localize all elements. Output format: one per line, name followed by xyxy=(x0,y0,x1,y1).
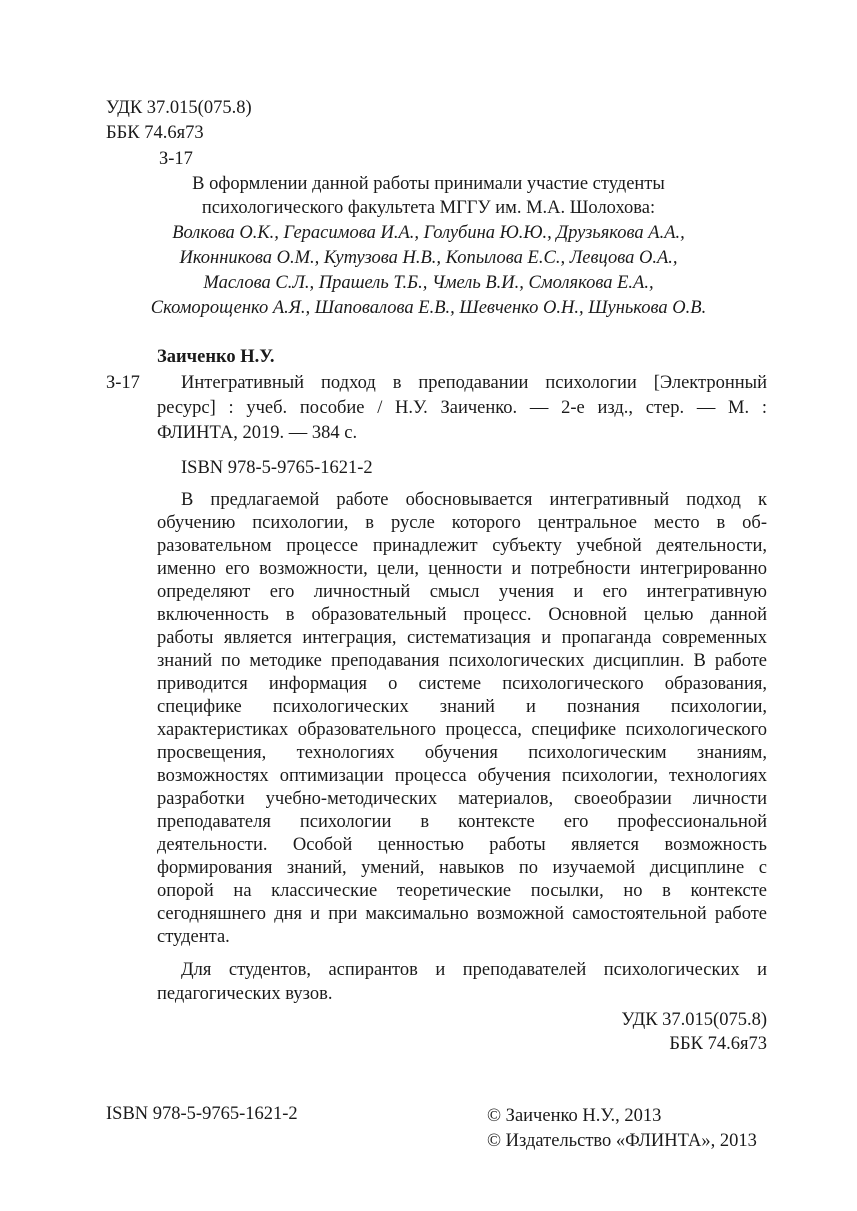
abstract-line: работы является интеграция, систематизация и пропаганда современных xyxy=(157,628,767,648)
udk-code-right: УДК 37.015(075.8) xyxy=(621,1010,767,1030)
copyright-line: © Издательство «ФЛИНТА», 2013 xyxy=(487,1131,757,1151)
isbn-citation: ISBN 978-5-9765-1621-2 xyxy=(181,458,373,478)
abstract-line: именно его возможности, цели, ценности и потребности интегрированно xyxy=(157,559,767,579)
abstract-line: сегодняшнего дня и при максимально возможной самостоятельной работе xyxy=(157,904,767,924)
audience-line: педагогических вузов. xyxy=(157,984,333,1004)
contributors-line: Скоморощенко А.Я., Шаповалова Е.В., Шевченко О.Н., Шунькова О.В. xyxy=(150,298,707,318)
abstract-line: просвещения, технологиях обучения психологическим знаниям, xyxy=(157,743,767,763)
contributors-line: Иконникова О.М., Кутузова Н.В., Копылова Е.С., Левцова О.А., xyxy=(179,248,678,268)
abstract-line: В предлагаемой работе обосновывается интегративный подход к xyxy=(181,490,767,510)
contributors-intro-line: психологического факультета МГГУ им. М.А. Шолохова: xyxy=(201,198,656,218)
citation-line: ФЛИНТА, 2019. — 384 с. xyxy=(157,423,358,443)
author-mark: З-17 xyxy=(106,373,140,393)
abstract-line: деятельности. Особой ценностью работы является возможность xyxy=(157,835,767,855)
abstract-line: преподавателя психологии в контексте его профессиональной xyxy=(157,812,767,832)
author-heading: Заиченко Н.У. xyxy=(157,347,275,367)
abstract-line: разовательном процессе принадлежит субъекту учебной деятельности, xyxy=(157,536,767,556)
udk-code: УДК 37.015(075.8) xyxy=(106,98,252,118)
citation-line: Интегративный подход в преподавании психологии [Электронный xyxy=(181,373,767,393)
abstract-line: возможностях оптимизации процесса обучения психологии, технологиях xyxy=(157,766,767,786)
audience-line: Для студентов, аспирантов и преподавателей психологических и xyxy=(181,960,767,980)
abstract-line: приводится информация о системе психологического образования, xyxy=(157,674,767,694)
copyright-line: © Заиченко Н.У., 2013 xyxy=(487,1106,662,1126)
abstract-line: характеристиках образовательного процесса, специфике психологического xyxy=(157,720,767,740)
bbk-code: ББК 74.6я73 xyxy=(106,123,204,143)
abstract-line: формирования знаний, умений, навыков по изучаемой дисциплине с xyxy=(157,858,767,878)
abstract-line: определяют его личностный смысл учения и его интегративную xyxy=(157,582,767,602)
isbn-bottom: ISBN 978-5-9765-1621-2 xyxy=(106,1104,298,1124)
contributors-line: Волкова О.К., Герасимова И.А., Голубина Ю.Ю., Друзьякова А.А., xyxy=(172,223,685,243)
abstract-line: специфике психологических знаний и познания психологии, xyxy=(157,697,767,717)
citation-line: ресурс] : учеб. пособие / Н.У. Заиченко. — 2-е изд., стер. — М. : xyxy=(157,398,767,418)
abstract-line: включенность в образовательный процесс. Основной целью данной xyxy=(157,605,767,625)
contributors-intro-line: В оформлении данной работы принимали участие студенты xyxy=(192,174,665,194)
abstract-line: знаний по методике преподавания психологических дисциплин. В работе xyxy=(157,651,767,671)
author-mark-top: З-17 xyxy=(159,149,193,169)
abstract-line: разработки учебно-методических материалов, своеобразии личности xyxy=(157,789,767,809)
abstract-line: опорой на классические теоретические посылки, но в контексте xyxy=(157,881,767,901)
abstract-line: студента. xyxy=(157,927,230,947)
contributors-line: Маслова С.Л., Прашель Т.Б., Чмель В.И., Смолякова Е.А., xyxy=(203,273,654,293)
bbk-code-right: ББК 74.6я73 xyxy=(669,1034,767,1054)
abstract-line: обучению психологии, в русле которого центральное место в об- xyxy=(157,513,767,533)
